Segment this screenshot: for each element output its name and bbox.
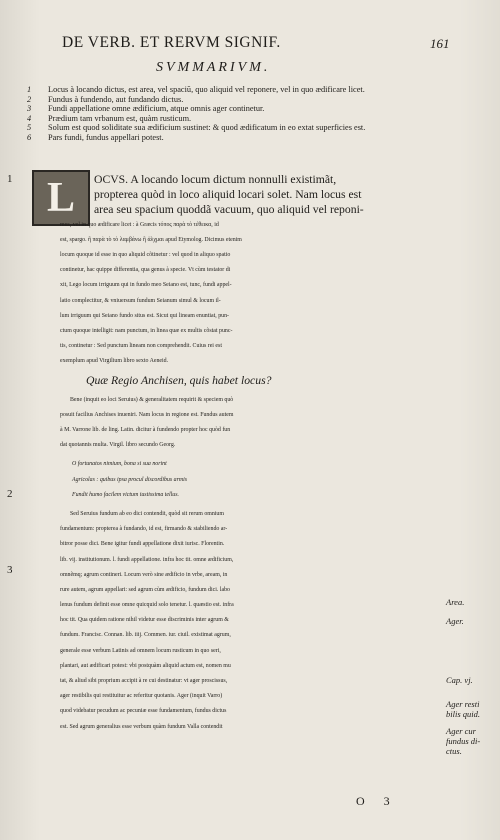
- text-line: area seu spacium quoddã vacuum, quo aliquid vel reponi-: [94, 203, 364, 217]
- summary-item: [27, 114, 482, 124]
- text-line: locum quoque id esse in quo aliquid cõtinetur : vel quod in aliquo spatio: [60, 251, 231, 258]
- text-line: lum irriguum qui Seiano fundo situs est. Sicut qui lineam enuntiat, pun-: [60, 312, 230, 319]
- summary-number: 2: [27, 94, 32, 104]
- verse-line: Fundit humo facilem victum iustissima tellus.: [72, 491, 180, 498]
- text-line: bitror posse dici. Bene igitur fundi appellatione dixit iurisc. Florentin.: [60, 541, 225, 548]
- margin-number: 3: [7, 564, 13, 576]
- margin-note: Ager.: [446, 616, 464, 626]
- summary-text: Pars fundi, fundus appellari potest.: [48, 132, 164, 142]
- summary-title: SVMMARIVM.: [156, 60, 271, 75]
- summary-number: 5: [27, 123, 32, 133]
- text-line: quod videbatur pecudum ac pecuniæ esse fundamentum, fundus dictus: [60, 708, 227, 715]
- text-line: hoc tit. Qua quidem ratione nihil videtur esse discriminis inter agrum &: [60, 617, 229, 624]
- summary-number: 3: [27, 104, 32, 114]
- summary-text: Prædium tam vrbanum est, quàm rusticum.: [48, 113, 192, 123]
- text-line: lib. vij. institutionum. l. fundi appellatione. infra hoc tit. omne ædificium,: [60, 556, 234, 563]
- text-line: plantari, aut ædificari potest: vbi postquàm aliquid actum est, nomen mu: [60, 662, 231, 669]
- text-line: Bene (inquit eo loci Seruius) & generalitatem requirit & speciem quò: [70, 396, 234, 403]
- summary-number: 6: [27, 132, 32, 142]
- summary-item: [27, 104, 482, 114]
- margin-note: Cap. vj.: [446, 675, 473, 685]
- summary-text: Fundus à fundendo, aut fundando dictus.: [48, 94, 184, 104]
- text-line: OCVS. A locando locum dictum nonnulli existimãt,: [94, 173, 337, 186]
- text-line: tis, continetur : Sed punctum lineam non comprehendit. Cuius rei est: [60, 343, 222, 350]
- summary-item: [27, 123, 482, 133]
- text-line: fundamentum: propterea à fundando, id est, firmando & stabiliendo ar-: [60, 526, 228, 533]
- text-line: xit, Lego locum irriguum qui in fundo meo Seiano est, tunc, fundi appel-: [60, 282, 232, 289]
- summary-item: [27, 85, 482, 95]
- main-text: [60, 172, 484, 735]
- text-line: Sed Seruius fundum ab eo dici contendit, quòd sit rerum omnium: [70, 510, 224, 517]
- text-line: continetur, hac quippe differentia, qua genus à specie. Vt cùm testator di: [60, 267, 231, 274]
- text-line: posuit facilius Anchises inueniri. Nam locus in regione est. Fundus autem: [60, 411, 234, 418]
- margin-note: Ager resti bilis quid.: [446, 699, 481, 719]
- margin-note: Area.: [446, 597, 465, 607]
- text-line: ctum quoque intelligit: nam punctum, in linea quæ ex multis cõstat punc-: [60, 327, 233, 334]
- text-line: rure autem, agrum appellari: sed agrum cùm ædificio, fundum dici. labo: [60, 586, 230, 593]
- summary-text: Locus à locando dictus, est area, vel spaciũ, quo aliquid vel reponere, vel in quo ædificare licet.: [48, 85, 365, 94]
- summary-number: 1: [27, 85, 32, 94]
- text-line: exemplum apud Virgilium libro sexto Aeneid.: [60, 358, 169, 365]
- verse-line: O fortunatos nimium, bona si sua norint: [72, 461, 167, 468]
- text-line: à M. Varrone lib. de ling. Latin. dicitur à fundendo propter hoc quòd fun: [60, 427, 231, 433]
- text-line: est, spargo. ἢ παρὰ τὸ τὸ λαμβάνω ἢ ἀλχμαι apud Etymolog. Dicimus etenim: [60, 236, 242, 243]
- running-header: DE VERB. ET RERVM SIGNIF.: [62, 34, 281, 51]
- text-line: dat quotannis multa. Virgil. libro secundo Georg.: [60, 442, 176, 449]
- page-number: 161: [430, 36, 450, 51]
- summary-text: Fundi appellatione omne ædificium, atque omnis ager continetur.: [48, 104, 265, 114]
- margin-note: Ager cur fundus di- ctus.: [446, 726, 481, 756]
- text-line: tat, & aliud sibi proprium accipit à re cui destinatur: vt ager proscissus,: [60, 678, 228, 684]
- verse-line: Agricolas : quibus ipsa procul discordibus armis: [72, 476, 188, 483]
- text-line: generale esse verbum Latinis ad omnem locum rusticum in quo seri,: [60, 647, 221, 654]
- margin-number: 1: [7, 173, 13, 185]
- quote-line: Quæ Regio Anchisen, quis habet locus?: [86, 374, 272, 388]
- text-line: fundum. Francisc. Connan. lib. iiij. Commen. iur. ciuil. existimat agrum,: [60, 632, 231, 639]
- text-line: mus, vel in quo ædificare licet : à Græcis τόπος παρὰ τὸ τέθεικα, id: [60, 221, 219, 228]
- text-line: omnẽmq; agrum contineri. Locum verò sine ædificio in vrbe, aream, in: [60, 571, 228, 578]
- signature-mark: O 3: [356, 794, 398, 808]
- summary-item: [27, 95, 482, 105]
- summary-item: [27, 133, 482, 143]
- text-line: latio complectitur, & vniuersum fundum Seianum simul & locum il-: [60, 297, 221, 304]
- text-line: ager restibilis qui restituitur ac referitur quotanis. Ager (inquit Varro): [60, 693, 223, 700]
- decorated-initial: L: [32, 170, 90, 226]
- text-line: est. Sed agrum generalius esse verbum quàm fundum Valla contendit: [60, 723, 223, 730]
- text-line: propterea quòd in loco aliquid locari solet. Nam locus est: [94, 188, 362, 202]
- summary-number: 4: [27, 113, 32, 123]
- summary-list: [27, 85, 482, 143]
- summary-text: Solum est quod soliditate sua ædificium sustinet: & quod ædificatum in eo extat superficies est.: [48, 123, 366, 133]
- margin-number: 2: [7, 488, 13, 500]
- text-line: lenus fundum definit esse omne quicquid solo tenetur. l. quæstio est. infra: [60, 602, 234, 609]
